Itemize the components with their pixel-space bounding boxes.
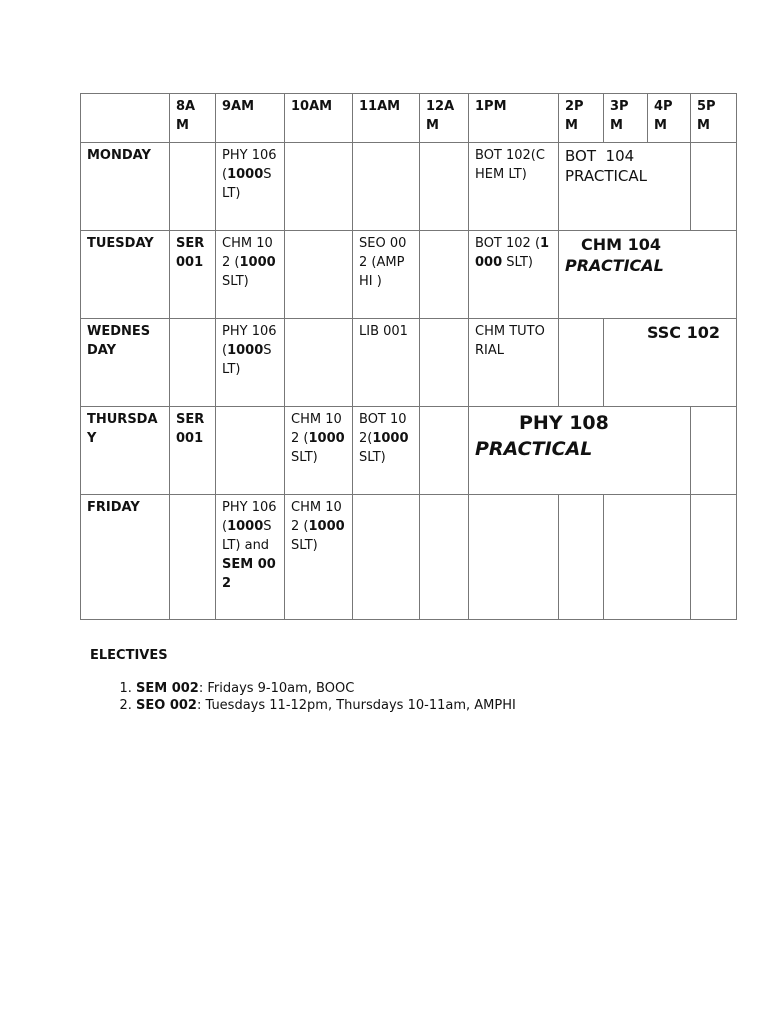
table-row — [81, 143, 737, 231]
list-item: 1. SEM 002: Fridays 9-10am, BOOC — [136, 680, 516, 697]
day-wednesday: WEDNES DAY — [81, 319, 170, 407]
tue-practical-cell: CHM 104 PRACTICAL — [559, 231, 737, 319]
empty-cell — [420, 319, 469, 407]
wed-ssc-cell: SSC 102 — [604, 319, 737, 407]
mon-practical-cell: BOT 104 PRACTICAL — [559, 143, 691, 231]
header-cell: 10AM — [285, 94, 353, 143]
tue-8am-cell: SER 001 — [170, 231, 216, 319]
header-cell: 3P M — [604, 94, 648, 143]
header-row — [81, 94, 737, 143]
empty-cell — [559, 319, 604, 407]
wed-9am-cell: PHY 106 (1000SLT) — [216, 319, 285, 407]
wed-1pm-cell: CHM TUTORIAL — [469, 319, 559, 407]
table-row — [81, 495, 737, 620]
timetable — [80, 93, 737, 620]
thu-practical-cell: PHY 108 PRACTICAL — [469, 407, 691, 495]
empty-cell — [691, 495, 737, 620]
header-cell: 5P M — [691, 94, 737, 143]
header-cell: 11AM — [353, 94, 420, 143]
table-row — [81, 319, 737, 407]
thu-8am-cell: SER 001 — [170, 407, 216, 495]
empty-cell — [604, 495, 691, 620]
empty-cell — [216, 407, 285, 495]
fri-10am-cell: CHM 102 (1000SLT) — [285, 495, 353, 620]
tue-11am-cell: SEO 002 (AMPHI ) — [353, 231, 420, 319]
day-tuesday: TUESDAY — [81, 231, 170, 319]
empty-cell — [691, 407, 737, 495]
wed-11am-cell: LIB 001 — [353, 319, 420, 407]
table-row — [81, 407, 737, 495]
day-thursday: THURSDA Y — [81, 407, 170, 495]
fri-9am-cell: PHY 106 (1000SLT) and SEM 002 — [216, 495, 285, 620]
empty-cell — [170, 495, 216, 620]
header-cell: 4P M — [648, 94, 691, 143]
empty-cell — [285, 143, 353, 231]
empty-cell — [353, 143, 420, 231]
empty-cell — [559, 495, 604, 620]
header-cell: 1PM — [469, 94, 559, 143]
tue-1pm-cell: BOT 102 (1000 SLT) — [469, 231, 559, 319]
tue-9am-cell: CHM 102 (1000SLT) — [216, 231, 285, 319]
header-cell — [81, 94, 170, 143]
empty-cell — [285, 319, 353, 407]
empty-cell — [420, 143, 469, 231]
empty-cell — [285, 231, 353, 319]
empty-cell — [353, 495, 420, 620]
electives-list — [114, 680, 516, 714]
header-cell: 9AM — [216, 94, 285, 143]
empty-cell — [420, 407, 469, 495]
header-cell: 2P M — [559, 94, 604, 143]
day-friday: FRIDAY — [81, 495, 170, 620]
day-monday: MONDAY — [81, 143, 170, 231]
mon-9am-cell: PHY 106 (1000SLT) — [216, 143, 285, 231]
thu-11am-cell: BOT 102(1000 SLT) — [353, 407, 420, 495]
empty-cell — [170, 319, 216, 407]
empty-cell — [469, 495, 559, 620]
empty-cell — [420, 495, 469, 620]
empty-cell — [170, 143, 216, 231]
header-cell: 12A M — [420, 94, 469, 143]
mon-1pm-cell: BOT 102(CHEM LT) — [469, 143, 559, 231]
empty-cell — [420, 231, 469, 319]
table-row — [81, 231, 737, 319]
electives-heading: ELECTIVES — [90, 648, 168, 663]
header-cell: 8A M — [170, 94, 216, 143]
list-item: 2. SEO 002: Tuesdays 11-12pm, Thursdays 10-11am, AMPHI — [136, 697, 516, 714]
empty-cell — [691, 143, 737, 231]
thu-10am-cell: CHM 102 (1000SLT) — [285, 407, 353, 495]
